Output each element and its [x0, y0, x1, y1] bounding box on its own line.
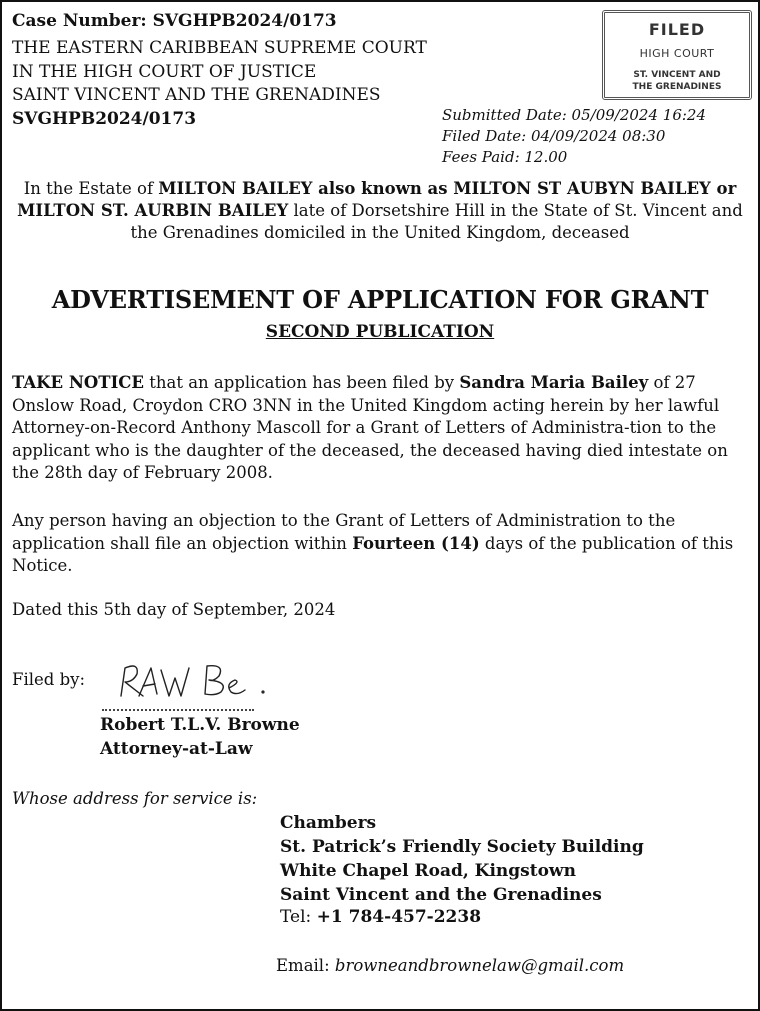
service-label: Whose address for service is: — [12, 789, 258, 808]
address-line-2: St. Patrick’s Friendly Society Building — [280, 837, 644, 857]
filed-by-label: Filed by: — [12, 670, 86, 689]
court-division: IN THE HIGH COURT OF JUSTICE — [12, 62, 317, 82]
notice-subtitle: SECOND PUBLICATION — [265, 322, 495, 342]
court-name: THE EASTERN CARIBBEAN SUPREME COURT — [12, 38, 427, 58]
filed-stamp — [602, 10, 752, 100]
take-notice-paragraph: TAKE NOTICE that an application has been filed by Sandra Maria Bailey of 27 Onslow Road, Croydon CRO 3NN in the United Kingdom acting herein by her lawful Attorney-on-Record Anthony Mascoll for a Grant of Letters of Administra-tion to the applicant who is the daughter of the deceased, the deceased having died intestate on the 28th day of February 2008. — [12, 373, 728, 482]
deceased-names: MILTON BAILEY also known as MILTON ST AUBYN BAILEY or MILTON ST. AURBIN BAILEY — [17, 179, 737, 220]
address-line-4: Saint Vincent and the Grenadines — [280, 885, 602, 905]
filed-date: Filed Date: 04/09/2024 08:30 — [442, 127, 666, 145]
signature-line — [102, 709, 254, 711]
stamp-location: ST. VINCENT AND THE GRENADINES — [632, 70, 722, 92]
court-jurisdiction: SAINT VINCENT AND THE GRENADINES — [12, 85, 381, 105]
estate-description: In the Estate of MILTON BAILEY also known as MILTON ST AUBYN BAILEY or MILTON ST. AURBIN BAILEY late of Dorsetshire Hill in the State of St. Vincent and the Grenadines domiciled in the United Kingdom, deceased — [17, 179, 743, 242]
dated-line: Dated this 5th day of September, 2024 — [12, 600, 336, 619]
telephone-number: +1 784-457-2238 — [316, 907, 482, 927]
objection-period: Fourteen (14) — [352, 533, 480, 553]
telephone-line: Tel: +1 784-457-2238 — [280, 907, 482, 927]
handwritten-signature — [117, 656, 277, 706]
stamp-court: HIGH COURT — [639, 47, 715, 60]
attorney-name: Robert T.L.V. Browne — [100, 715, 300, 735]
applicant-name: Sandra Maria Bailey — [459, 373, 649, 392]
case-number: Case Number: SVGHPB2024/0173 — [12, 11, 337, 31]
notice-title: ADVERTISEMENT OF APPLICATION FOR GRANT — [51, 285, 709, 314]
attorney-title: Attorney-at-Law — [100, 739, 253, 759]
stamp-status: FILED — [648, 20, 706, 39]
email-address[interactable]: browneandbrownelaw@gmail.com — [334, 956, 625, 975]
objection-paragraph: Any person having an objection to the Grant of Letters of Administration to the application shall file an objection within Fourteen (14) days of the publication of this Notice. — [12, 511, 734, 575]
email-line: Email: browneandbrownelaw@gmail.com — [276, 956, 625, 975]
case-reference: SVGHPB2024/0173 — [12, 109, 197, 129]
submitted-date: Submitted Date: 05/09/2024 16:24 — [442, 106, 707, 124]
address-line-1: Chambers — [280, 813, 377, 833]
address-line-3: White Chapel Road, Kingstown — [280, 861, 576, 881]
fees-paid: Fees Paid: 12.00 — [442, 148, 568, 166]
